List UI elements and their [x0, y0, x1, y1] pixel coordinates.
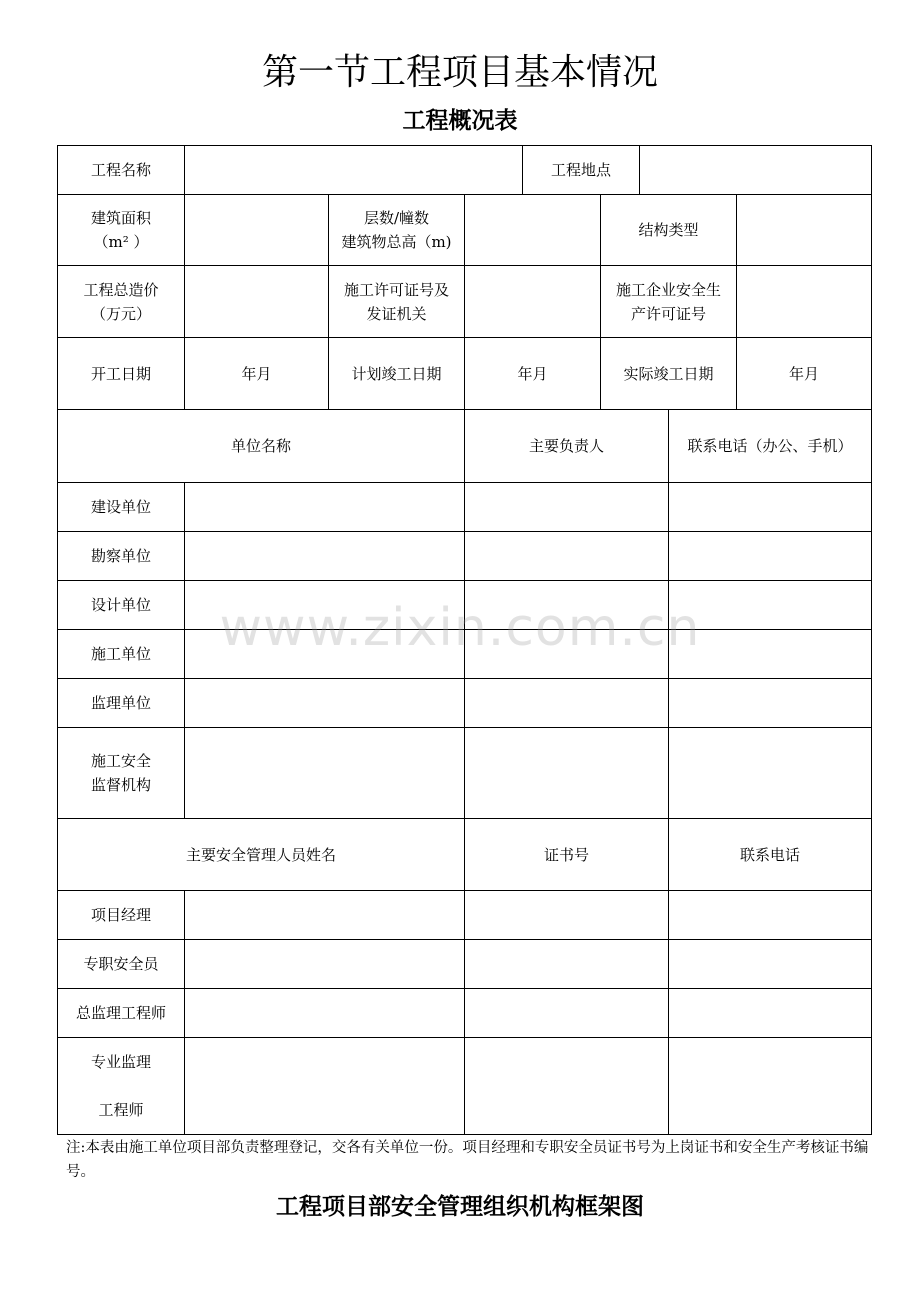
value-staff-name	[184, 939, 465, 989]
label-staff: 总监理工程师	[57, 988, 185, 1038]
value-floors-height	[464, 194, 601, 266]
value-staff-certificate	[464, 988, 669, 1038]
value-unit-name	[184, 580, 465, 630]
value-unit-phone	[668, 580, 872, 630]
value-unit-principal	[464, 482, 669, 532]
value-building-area	[184, 194, 329, 266]
value-total-cost	[184, 265, 329, 338]
header-staff-phone: 联系电话	[668, 818, 872, 891]
value-staff-phone	[668, 939, 872, 989]
value-staff-name	[184, 1037, 465, 1135]
value-unit-phone	[668, 531, 872, 581]
value-unit-principal	[464, 580, 669, 630]
page-title: 第一节工程项目基本情况	[261, 52, 658, 93]
label-structure-type: 结构类型	[600, 194, 737, 266]
value-project-location	[639, 145, 872, 195]
label-unit: 施工单位	[57, 629, 185, 679]
table-title: 工程概况表	[402, 107, 518, 134]
value-unit-principal	[464, 531, 669, 581]
header-staff-name: 主要安全管理人员姓名	[57, 818, 465, 891]
value-staff-phone	[668, 988, 872, 1038]
label-safety-license: 施工企业安全生 产许可证号	[600, 265, 737, 338]
value-construction-permit	[464, 265, 601, 338]
label-project-location: 工程地点	[522, 145, 640, 195]
value-staff-certificate	[464, 890, 669, 940]
value-planned-completion: 年月	[464, 337, 601, 410]
value-project-name	[184, 145, 523, 195]
label-floors-height: 层数/幢数 建筑物总高（m)	[328, 194, 465, 266]
table-note: 注:本表由施工单位项目部负责整理登记，交各有关单位一份。项目经理和专职安全员证书号为上岗证书和安全生产考核证书编号。	[66, 1140, 869, 1180]
value-actual-completion: 年月	[736, 337, 872, 410]
value-unit-name	[184, 678, 465, 728]
section-title: 工程项目部安全管理组织机构框架图	[276, 1193, 644, 1220]
value-start-date: 年月	[184, 337, 329, 410]
header-unit-name: 单位名称	[57, 409, 465, 483]
label-actual-completion: 实际竣工日期	[600, 337, 737, 410]
watermark: www.zixin.com.cn	[219, 598, 701, 658]
value-staff-phone	[668, 1037, 872, 1135]
label-unit: 监理单位	[57, 678, 185, 728]
header-certificate: 证书号	[464, 818, 669, 891]
value-unit-phone	[668, 629, 872, 679]
label-start-date: 开工日期	[57, 337, 185, 410]
label-unit: 勘察单位	[57, 531, 185, 581]
header-principal: 主要负责人	[464, 409, 669, 483]
label-project-name: 工程名称	[57, 145, 185, 195]
label-total-cost: 工程总造价 （万元）	[57, 265, 185, 338]
value-unit-phone	[668, 678, 872, 728]
value-staff-name	[184, 988, 465, 1038]
label-building-area: 建筑面积 （m² ）	[57, 194, 185, 266]
value-unit-name	[184, 727, 465, 819]
value-unit-name	[184, 482, 465, 532]
value-safety-license	[736, 265, 872, 338]
label-staff: 专业监理 工程师	[57, 1037, 185, 1135]
value-unit-principal	[464, 629, 669, 679]
value-unit-name	[184, 531, 465, 581]
value-unit-principal	[464, 678, 669, 728]
value-staff-phone	[668, 890, 872, 940]
value-unit-principal	[464, 727, 669, 819]
label-unit: 设计单位	[57, 580, 185, 630]
label-unit: 建设单位	[57, 482, 185, 532]
value-staff-certificate	[464, 939, 669, 989]
value-unit-name	[184, 629, 465, 679]
label-staff: 专职安全员	[57, 939, 185, 989]
label-planned-completion: 计划竣工日期	[328, 337, 465, 410]
value-staff-certificate	[464, 1037, 669, 1135]
label-construction-permit: 施工许可证号及 发证机关	[328, 265, 465, 338]
value-unit-phone	[668, 482, 872, 532]
value-structure-type	[736, 194, 872, 266]
label-staff: 项目经理	[57, 890, 185, 940]
header-contact-phone: 联系电话（办公、手机）	[668, 409, 872, 483]
value-staff-name	[184, 890, 465, 940]
value-unit-phone	[668, 727, 872, 819]
label-unit: 施工安全 监督机构	[57, 727, 185, 819]
project-overview-table	[57, 145, 872, 1135]
